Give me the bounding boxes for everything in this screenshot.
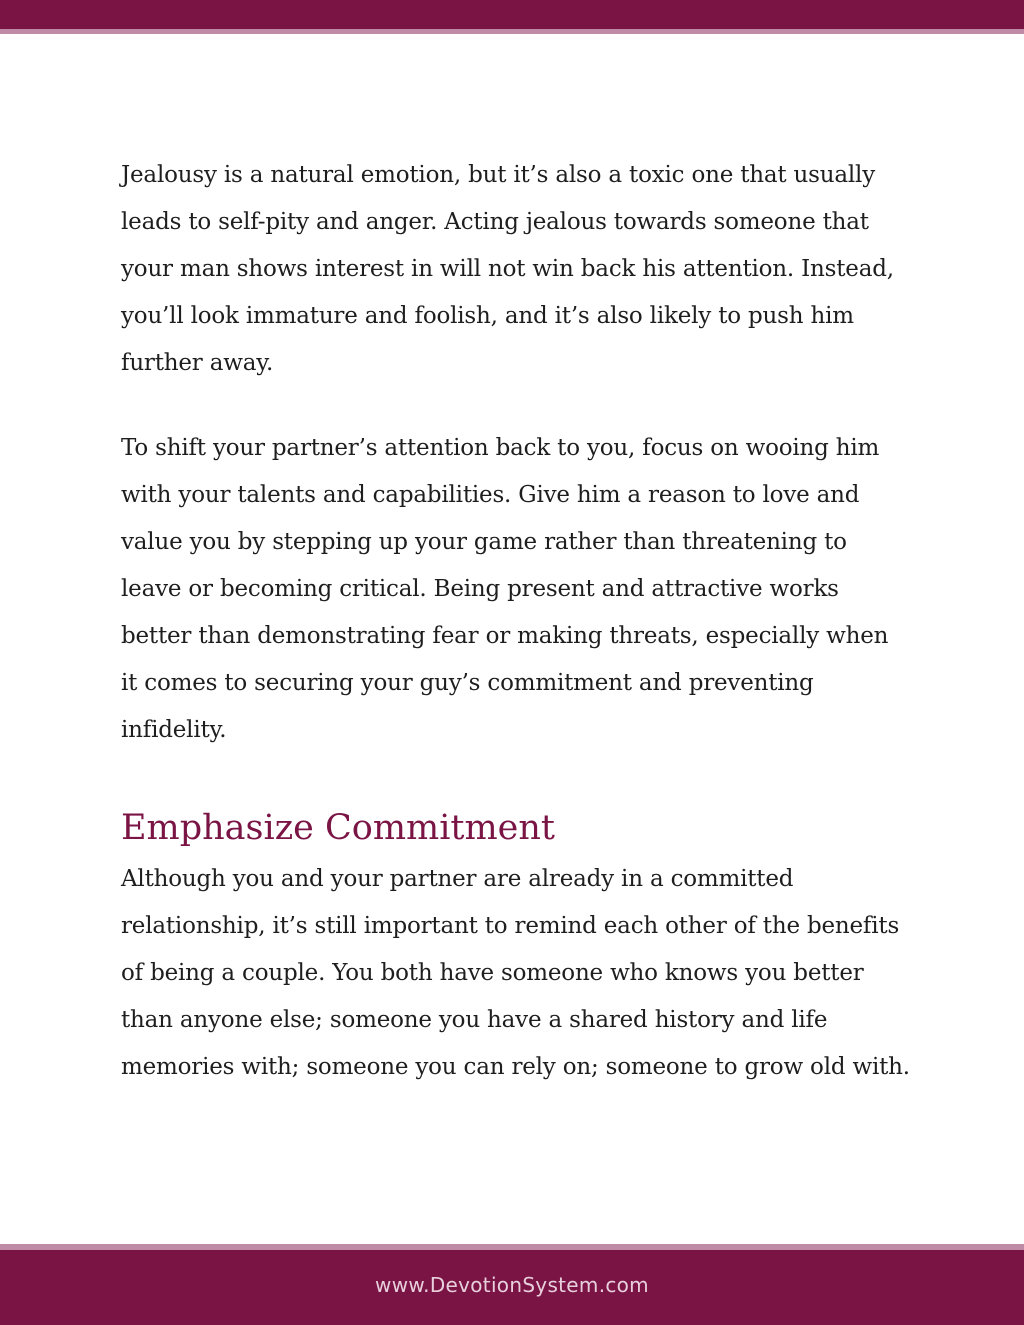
page-body <box>121 152 911 1091</box>
paragraph-jealousy: Jealousy is a natural emotion, but it’s also a toxic one that usually leads to self-pity and anger. Acting jealous towards someone that your man shows interest in will not win back his attention. Instead, you’ll look immature and foolish, and it’s also likely to push him further away. <box>121 162 894 376</box>
header-band <box>0 0 1024 29</box>
paragraph-commitment: Although you and your partner are already in a committed relationship, it’s still important to remind each other of the benefits of being a couple. You both have someone who knows you better than anyone else; someone you have a shared history and life memories with; someone you can rely on; someone to grow old with. <box>121 866 910 1080</box>
footer-url: www.DevotionSystem.com <box>375 1273 649 1297</box>
section-heading: Emphasize Commitment <box>121 808 555 848</box>
paragraph-shift-attention: To shift your partner’s attention back to you, focus on wooing him with your talents and capabilities. Give him a reason to love and value you by stepping up your game rather than threatening to leave or becoming critical. Being present and attractive works better than demonstrating fear or making threats, especially when it comes to securing your guy’s commitment and preventing infidelity. <box>121 435 889 743</box>
header-accent-line <box>0 29 1024 34</box>
